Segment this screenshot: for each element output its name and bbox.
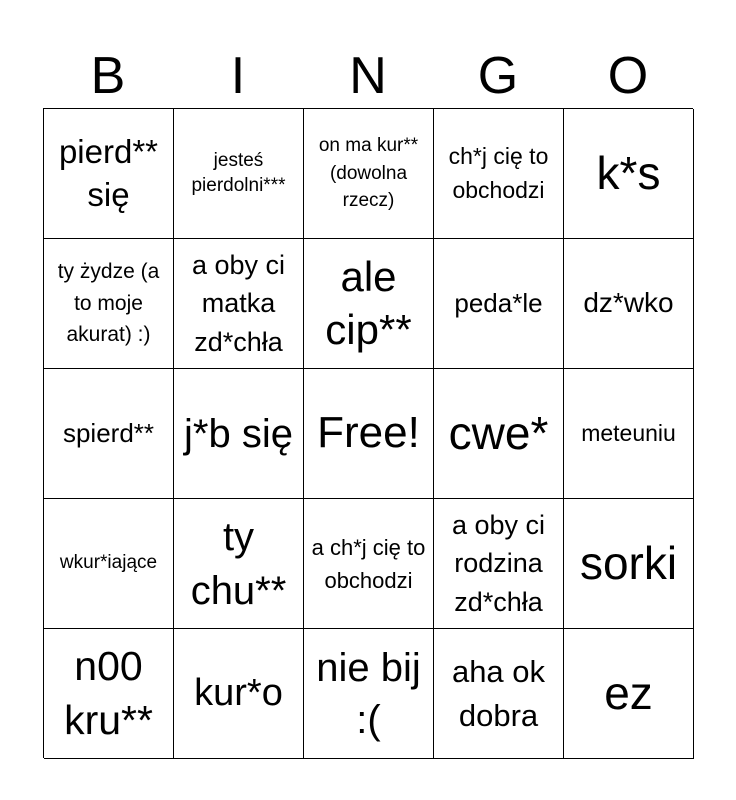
cell-text: ty chu** [190, 514, 287, 613]
bingo-cell-r1c4[interactable] [434, 109, 564, 239]
bingo-cell-r2c1[interactable] [44, 239, 174, 369]
bingo-cell-r5c3[interactable] [304, 629, 434, 759]
bingo-cell-r4c5[interactable] [564, 499, 694, 629]
cell-text: jesteś pierdolni*** [191, 149, 286, 196]
bingo-cell-r4c2[interactable] [174, 499, 304, 629]
cell-text: on ma kur** (dowolna rzecz) [318, 135, 419, 212]
cell-text: a ch*j cię to obchodzi [311, 534, 426, 593]
header-letter-g: G [477, 47, 519, 105]
bingo-cell-r2c2[interactable] [174, 239, 304, 369]
cell-text: sorki [579, 536, 678, 589]
header-letter-o: O [607, 47, 649, 105]
cell-text: ez [604, 666, 653, 719]
cell-text: ale cip** [325, 253, 412, 353]
bingo-cell-r5c1[interactable] [44, 629, 174, 759]
bingo-cell-r5c4[interactable] [434, 629, 564, 759]
bingo-cell-r4c3[interactable] [304, 499, 434, 629]
bingo-cell-r5c2[interactable] [174, 629, 304, 759]
bingo-cell-r3c1[interactable] [44, 369, 174, 499]
bingo-cell-r1c2[interactable] [174, 109, 304, 239]
cell-text: j*b się [184, 411, 293, 456]
cell-text: peda*le [454, 287, 543, 318]
cell-text: ch*j cię to obchodzi [448, 143, 549, 203]
cell-text: wkur*iające [59, 552, 158, 574]
bingo-cell-r2c3[interactable] [304, 239, 434, 369]
bingo-cell-r1c5[interactable] [564, 109, 694, 239]
cell-text: dz*wko [583, 287, 674, 319]
free-space-label: Free! [317, 408, 420, 458]
header-letter-i: I [230, 47, 246, 105]
bingo-cell-r2c4[interactable] [434, 239, 564, 369]
cell-text: nie bij :( [316, 645, 421, 742]
bingo-board [43, 108, 693, 758]
cell-text: meteuniu [581, 419, 676, 446]
bingo-cell-r4c4[interactable] [434, 499, 564, 629]
bingo-cell-r4c1[interactable] [44, 499, 174, 629]
cell-text: a oby ci rodzina zd*chła [451, 510, 546, 617]
bingo-cell-r3c2[interactable] [174, 369, 304, 499]
bingo-cell-r5c5[interactable] [564, 629, 694, 759]
header-letter-b: B [90, 47, 126, 105]
cell-text: spierd** [62, 417, 155, 448]
cell-text: aha ok dobra [451, 654, 546, 733]
bingo-cell-free[interactable] [304, 369, 434, 499]
bingo-cell-r3c4[interactable] [434, 369, 564, 499]
cell-text: pierd** się [58, 132, 159, 213]
cell-text: n00 kru** [64, 643, 153, 743]
cell-text: k*s [596, 146, 661, 199]
bingo-cell-r1c3[interactable] [304, 109, 434, 239]
cell-text: a oby ci matka zd*chła [191, 250, 286, 357]
bingo-header [43, 44, 693, 108]
cell-text: cwe* [448, 406, 549, 459]
bingo-cell-r2c5[interactable] [564, 239, 694, 369]
bingo-cell-r3c5[interactable] [564, 369, 694, 499]
cell-text: ty żydze (a to moje akurat) :) [57, 260, 160, 347]
cell-text: kur*o [194, 671, 283, 714]
bingo-cell-r1c1[interactable] [44, 109, 174, 239]
header-letter-n: N [349, 47, 387, 105]
